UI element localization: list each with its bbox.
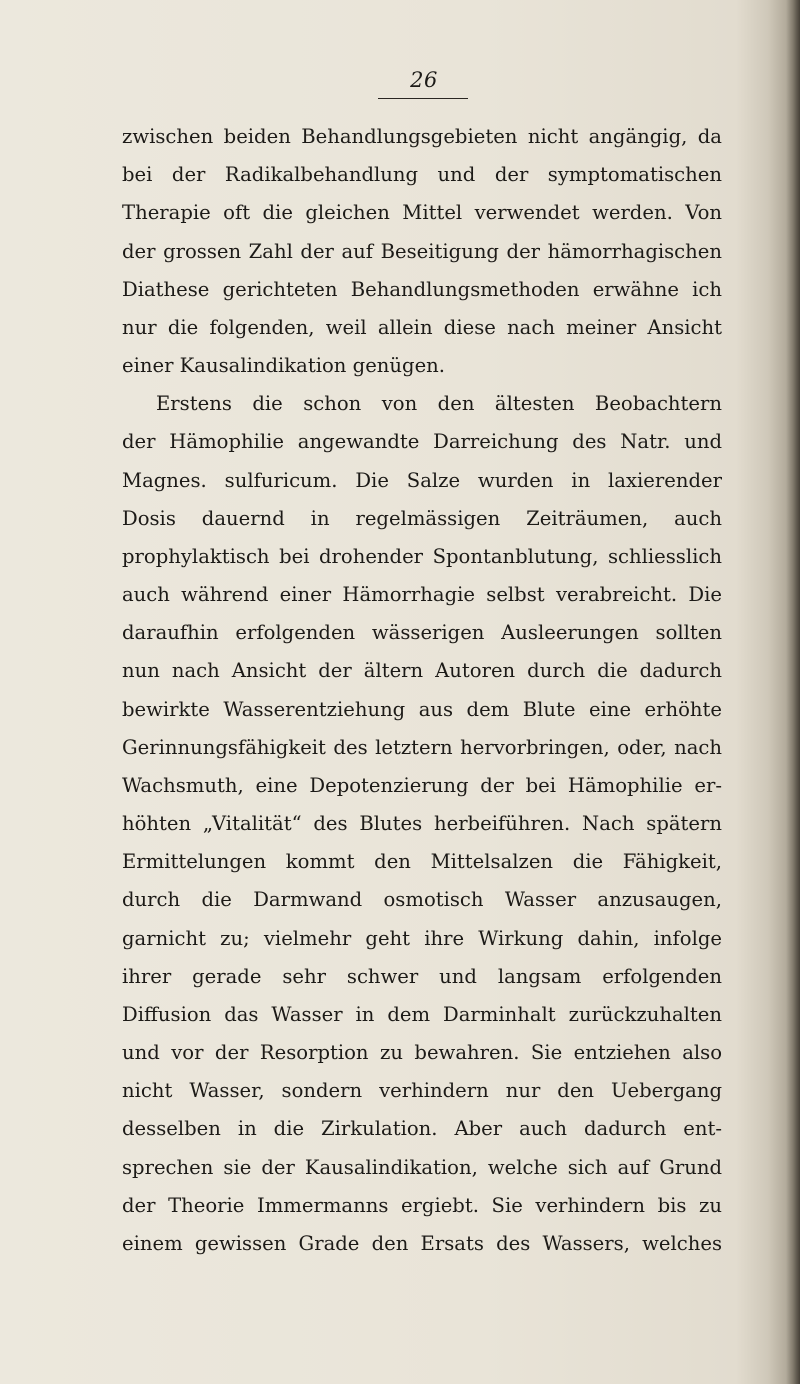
text-line: nur die folgenden, weil allein diese nach meiner Ansicht <box>122 315 722 339</box>
text-line: Gerinnungsfähigkeit des letztern hervorbringen, oder, nach <box>122 735 722 759</box>
text-line: der grossen Zahl der auf Beseitigung der hämorrhagischen <box>122 239 722 263</box>
text-line: ihrer gerade sehr schwer und langsam erfolgenden <box>122 964 722 988</box>
text-line: durch die Darmwand osmotisch Wasser anzusaugen, <box>122 888 722 912</box>
text-line: bewirkte Wasserentziehung aus dem Blute eine erhöhte <box>122 697 722 721</box>
text-line: bei der Radikalbehandlung und der symptomatischen <box>122 163 722 187</box>
text-line: einer Kausalindikation genügen. <box>122 354 446 378</box>
text-line: Wachsmuth, eine Depotenzierung der bei Hämophilie er- <box>122 773 722 797</box>
text-line: Diathese gerichteten Behandlungsmethoden erwähne ich <box>122 277 722 301</box>
text-line: nicht Wasser, sondern verhindern nur den Uebergang <box>122 1079 722 1103</box>
text-line: Diffusion das Wasser in dem Darminhalt zurückzuhalten <box>122 1002 722 1026</box>
text-line: desselben in die Zirkulation. Aber auch dadurch ent- <box>122 1117 722 1141</box>
text-line: garnicht zu; vielmehr geht ihre Wirkung dahin, infolge <box>122 926 722 950</box>
text-line: einem gewissen Grade den Ersats des Wassers, welches <box>122 1231 722 1255</box>
page-number: 26 <box>410 68 438 92</box>
binding-shadow <box>786 0 800 1384</box>
text-line: zwischen beiden Behandlungsgebieten nicht angängig, da <box>122 125 722 148</box>
text-line: nun nach Ansicht der ältern Autoren durch die dadurch <box>122 659 722 683</box>
text-line: und vor der Resorption zu bewahren. Sie entziehen also <box>122 1041 722 1065</box>
text-line: prophylaktisch bei drohender Spontanblutung, schliesslich <box>122 544 722 568</box>
text-line: der Hämophilie angewandte Darreichung des Natr. und <box>122 430 722 454</box>
text-line: Erstens die schon von den ältesten Beobachtern <box>156 392 722 416</box>
text-line: Dosis dauernd in regelmässigen Zeiträumen, auch <box>122 506 722 530</box>
page-number-rule <box>378 98 468 99</box>
text-line: der Theorie Immermanns ergiebt. Sie verhindern bis zu <box>122 1193 722 1217</box>
text-line: sprechen sie der Kausalindikation, welche sich auf Grund <box>122 1155 722 1179</box>
text-line: daraufhin erfolgenden wässerigen Ausleerungen sollten <box>122 621 722 645</box>
text-line: auch während einer Hämorrhagie selbst verabreicht. Die <box>122 583 722 607</box>
text-line: Magnes. sulfuricum. Die Salze wurden in laxierender <box>122 468 722 492</box>
text-line: Ermittelungen kommt den Mittelsalzen die Fähigkeit, <box>122 850 722 874</box>
text-line: Therapie oft die gleichen Mittel verwendet werden. Von <box>122 201 722 225</box>
text-line: höhten „Vitalität“ des Blutes herbeiführen. Nach spätern <box>122 812 722 836</box>
body-text <box>122 118 722 1263</box>
